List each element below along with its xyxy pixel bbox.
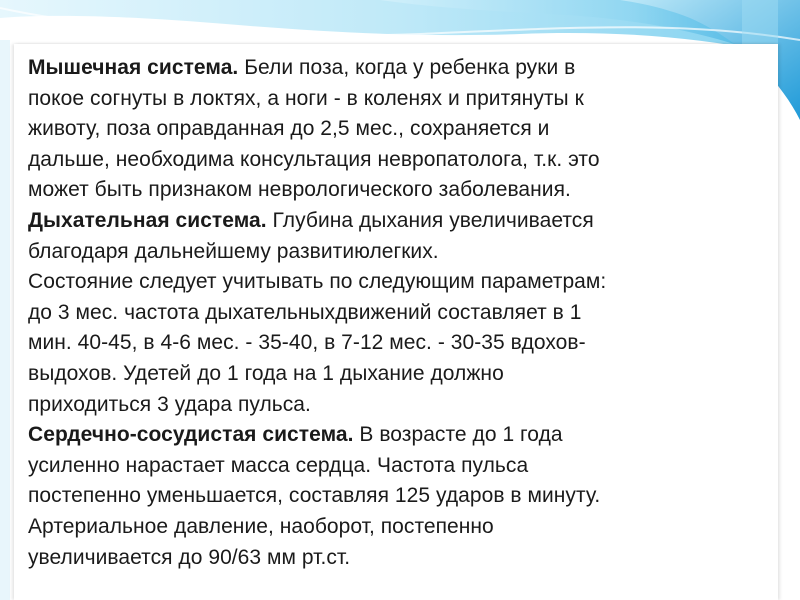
- cardio-line-2: усиленно нарастает масса сердца. Частота пульса: [28, 453, 529, 477]
- cardio-line-1: [28, 420, 763, 451]
- cardio-line-3: постепенно уменьшается, составляя 125 ударов в минуту.: [28, 484, 601, 508]
- respiratory-line-2: благодаря дальнейшему развитиюлегких.: [28, 239, 439, 263]
- respiratory-text-1: Глубина дыхания увеличивается: [266, 208, 594, 232]
- respiratory-line-7: приходиться 3 удара пульса.: [28, 392, 311, 416]
- slide-text: [28, 53, 763, 573]
- cardio-heading: Сердечно-сосудистая система.: [28, 423, 354, 447]
- cardio-text-1: В возрасте до 1 года: [353, 423, 563, 447]
- cardio-line-5: увеличивается до 90/63 мм рт.ст.: [28, 545, 351, 569]
- respiratory-line-5: мин. 40-45, в 4-6 мес. - 35-40, в 7-12 мес. - 30-35 вдохов-: [28, 331, 586, 355]
- muscle-line-1: [28, 53, 763, 84]
- muscle-text-1: Бели поза, когда у ребенка руки в: [238, 56, 576, 79]
- muscle-line-2: покое согнуты в локтях, а ноги - в коленях и притянуты к: [28, 86, 584, 110]
- muscle-line-4: дальше, необходима консультация невропатолога, т.к. это: [28, 147, 600, 171]
- respiratory-line-6: выдохов. Удетей до 1 года на 1 дыхание должно: [28, 361, 504, 385]
- muscle-line-5: может быть признаком неврологического заболевания.: [28, 178, 571, 202]
- respiratory-line-1: [28, 206, 763, 237]
- respiratory-heading: Дыхательная система.: [28, 208, 267, 232]
- cardio-line-4: Артериальное давление, наоборот, постепенно: [28, 514, 494, 538]
- respiratory-line-3: Состояние следует учитывать по следующим параметрам:: [28, 270, 607, 294]
- muscle-line-3: животу, поза оправданная до 2,5 мес., сохраняется и: [28, 117, 550, 141]
- muscle-heading: Мышечная система.: [28, 56, 239, 79]
- respiratory-line-4: до 3 мес. частота дыхательныхдвижений составляет в 1: [28, 300, 582, 324]
